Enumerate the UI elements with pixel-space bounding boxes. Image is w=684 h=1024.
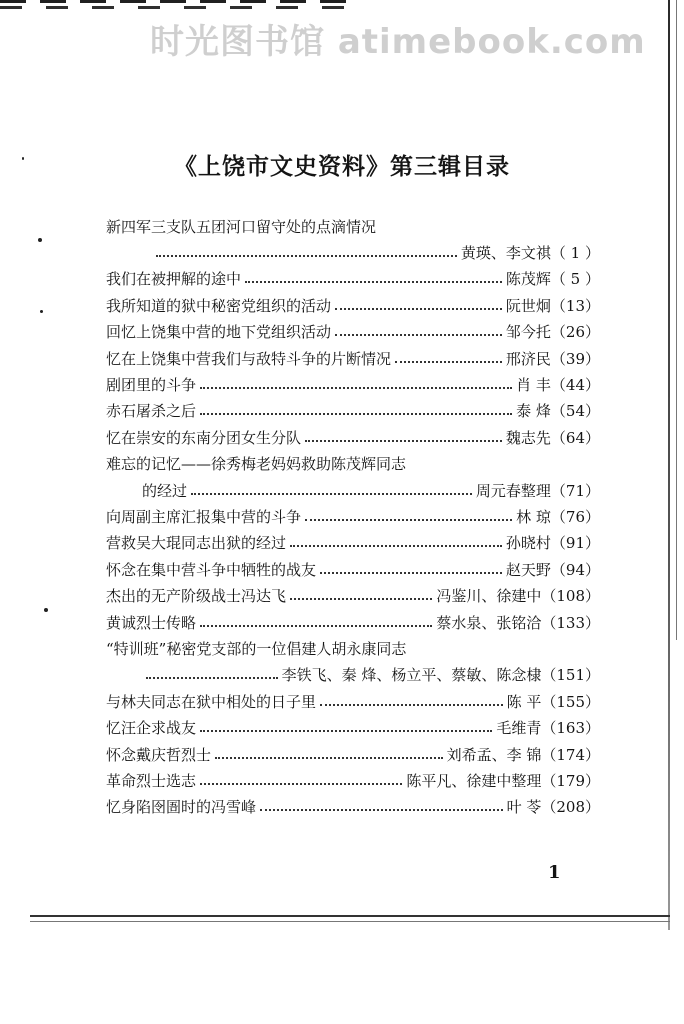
entry-page: （39） — [550, 349, 600, 368]
toc-entry — [106, 371, 600, 397]
page-edge-line — [668, 0, 670, 930]
toc-entry — [106, 398, 600, 424]
scan-speck — [40, 310, 43, 313]
toc-entry — [106, 213, 600, 239]
toc-entry — [106, 424, 600, 450]
entry-author: 毛维青 — [496, 719, 542, 738]
entry-page: （76） — [550, 507, 600, 526]
entry-page: （151） — [541, 666, 600, 685]
entry-page: （64） — [550, 428, 600, 447]
entry-author: 刘希孟、李 锦 — [446, 745, 542, 764]
toc-entry — [106, 345, 600, 371]
entry-title: 剧团里的斗争 — [106, 376, 197, 395]
entry-author: 冯鉴川、徐建中 — [436, 587, 542, 606]
toc-entry — [106, 239, 600, 265]
dot-leader — [290, 597, 432, 600]
entry-title: 营救吴大琨同志出狱的经过 — [106, 534, 287, 553]
page-bottom-edge-inner — [30, 921, 670, 922]
dot-leader — [146, 676, 278, 679]
entry-page: （174） — [541, 745, 600, 764]
toc-entry — [106, 635, 600, 661]
entry-title: 忆在崇安的东南分团女生分队 — [106, 428, 302, 447]
dot-leader — [191, 492, 472, 495]
entry-title: 赤石屠杀之后 — [106, 402, 197, 421]
entry-author: 肖 丰 — [516, 376, 551, 395]
entry-title: 的经过 — [142, 481, 188, 500]
entry-page: （133） — [541, 613, 600, 632]
dot-leader — [200, 624, 432, 627]
toc-entry — [106, 609, 600, 635]
entry-page: （155） — [541, 692, 600, 711]
entry-author: 陈 平 — [506, 692, 542, 711]
dot-leader — [156, 254, 457, 257]
entry-page: （ 1 ） — [550, 244, 600, 263]
entry-title: 杰出的无产阶级战士冯达飞 — [106, 587, 287, 606]
entry-author: 叶 苓 — [506, 798, 542, 817]
entry-page: （91） — [550, 534, 600, 553]
entry-title: 黄诚烈士传略 — [106, 613, 197, 632]
entry-title: 回忆上饶集中营的地下党组织活动 — [106, 323, 332, 342]
entry-title: 我所知道的狱中秘密党组织的活动 — [106, 296, 332, 315]
page-title: 《上饶市文史资料》第三辑目录 — [174, 153, 510, 180]
entry-title: 难忘的记忆——徐秀梅老妈妈救助陈茂辉同志 — [106, 455, 407, 474]
dot-leader — [335, 307, 502, 310]
entry-author: 邹今托 — [505, 323, 551, 342]
entry-title: 忆汪企求战友 — [106, 719, 197, 738]
entry-title: 我们在被押解的途中 — [106, 270, 242, 289]
entry-page: （13） — [550, 296, 600, 315]
dot-leader — [200, 729, 492, 732]
entry-page: （108） — [541, 587, 600, 606]
page-edge-line-inner — [676, 0, 677, 640]
dot-leader — [215, 756, 443, 759]
dot-leader — [200, 412, 512, 415]
entry-author: 赵天野 — [505, 560, 551, 579]
entry-page: （71） — [550, 481, 600, 500]
dot-leader — [320, 703, 503, 706]
toc-entry — [106, 292, 600, 318]
entry-page: （179） — [541, 771, 600, 790]
page-bottom-edge — [30, 915, 670, 917]
toc-entry — [106, 767, 600, 793]
toc-entry — [106, 582, 600, 608]
entry-author: 泰 烽 — [516, 402, 551, 421]
entry-author: 周元春整理 — [475, 481, 551, 500]
entry-page: （26） — [550, 323, 600, 342]
dot-leader — [245, 280, 502, 283]
watermark: 时光图书馆 atimebook.com — [150, 22, 646, 62]
dot-leader — [395, 360, 502, 363]
toc-entry — [106, 530, 600, 556]
entry-title: 与林夫同志在狱中相处的日子里 — [106, 692, 317, 711]
entry-page: （208） — [541, 798, 600, 817]
entry-author: 魏志先 — [505, 428, 551, 447]
entry-author: 阮世炯 — [505, 296, 551, 315]
scan-speck — [38, 238, 42, 242]
entry-author: 孙晓村 — [505, 534, 551, 553]
entry-author: 邢济民 — [505, 349, 551, 368]
entry-title: 新四军三支队五团河口留守处的点滴情况 — [106, 217, 377, 236]
entry-title: 忆身陷囹圄时的冯雪峰 — [106, 798, 257, 817]
toc-entry — [106, 556, 600, 582]
entry-title: 怀念戴庆哲烈士 — [106, 745, 212, 764]
dot-leader — [200, 386, 512, 389]
toc-entry — [106, 688, 600, 714]
entry-author: 蔡水泉、张铭洽 — [436, 613, 542, 632]
scan-speck — [44, 608, 48, 612]
table-of-contents — [106, 213, 600, 820]
dot-leader — [290, 544, 502, 547]
toc-entry — [106, 477, 600, 503]
toc-entry — [106, 319, 600, 345]
dot-leader — [305, 518, 512, 521]
toc-entry — [106, 266, 600, 292]
toc-entry — [106, 794, 600, 820]
dot-leader — [200, 782, 402, 785]
entry-title: 向周副主席汇报集中营的斗争 — [106, 507, 302, 526]
toc-entry — [106, 662, 600, 688]
entry-author: 李铁飞、秦 烽、杨立平、蔡敏、陈念棣 — [281, 666, 542, 685]
entry-page: （ 5 ） — [550, 270, 600, 289]
entry-title: 革命烈士选志 — [106, 771, 197, 790]
dot-leader — [335, 333, 502, 336]
toc-entry — [106, 741, 600, 767]
dot-leader — [260, 808, 503, 811]
entry-title: “特训班”秘密党支部的一位倡建人胡永康同志 — [106, 639, 407, 658]
entry-author: 陈茂辉 — [505, 270, 551, 289]
toc-entry — [106, 714, 600, 740]
dot-leader — [305, 439, 502, 442]
top-dash-rule-lower — [0, 6, 360, 9]
entry-author: 陈平凡、徐建中整理 — [406, 771, 542, 790]
entry-author: 林 琼 — [516, 507, 551, 526]
entry-page: （163） — [541, 719, 600, 738]
entry-page: （44） — [550, 376, 600, 395]
page-number: 1 — [548, 862, 561, 883]
dot-leader — [320, 571, 502, 574]
toc-entry — [106, 503, 600, 529]
entry-title: 怀念在集中营斗争中牺牲的战友 — [106, 560, 317, 579]
toc-entry — [106, 451, 600, 477]
entry-page: （94） — [550, 560, 600, 579]
entry-page: （54） — [550, 402, 600, 421]
entry-title: 忆在上饶集中营我们与敌特斗争的片断情况 — [106, 349, 392, 368]
entry-author: 黄瑛、李文祺 — [460, 244, 551, 263]
